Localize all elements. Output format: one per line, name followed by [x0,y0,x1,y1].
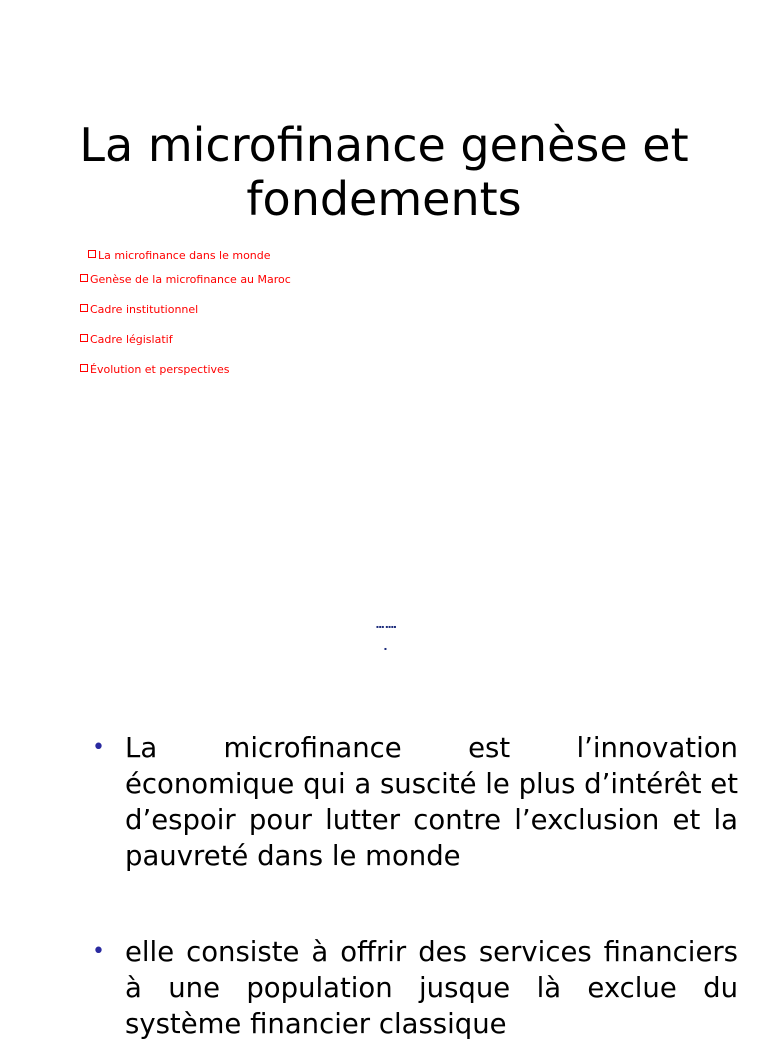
toc-item: Cadre institutionnel [80,303,198,317]
tiny-dot: ▪ [384,646,387,651]
toc-item: La microfinance dans le monde [88,249,271,263]
bullet-icon: • [92,735,105,760]
checkbox-icon [80,334,88,342]
bullet-icon: • [92,939,105,964]
checkbox-icon [80,274,88,282]
checkbox-icon [80,364,88,372]
toc-item: Genèse de la microfinance au Maroc [80,273,291,287]
checkbox-icon [80,304,88,312]
bullet-item: • elle consiste à offrir des services financiers à une population jusque là exclue du système financier classique [92,936,738,1040]
toc-item: Cadre législatif [80,333,173,347]
bullet-item: • La microfinance est l’innovation économique qui a suscité le plus d’intérêt et d’espoir pour lutter contre l’exclusion et la pauvreté dans le monde [92,732,738,872]
toc-item: Évolution et perspectives [80,363,230,377]
slide-title: La microfinance genèse et fondements [79,118,689,226]
checkbox-icon [88,250,96,258]
tiny-mark: ▪▪▪ ▪▪▪▪ [376,624,397,629]
